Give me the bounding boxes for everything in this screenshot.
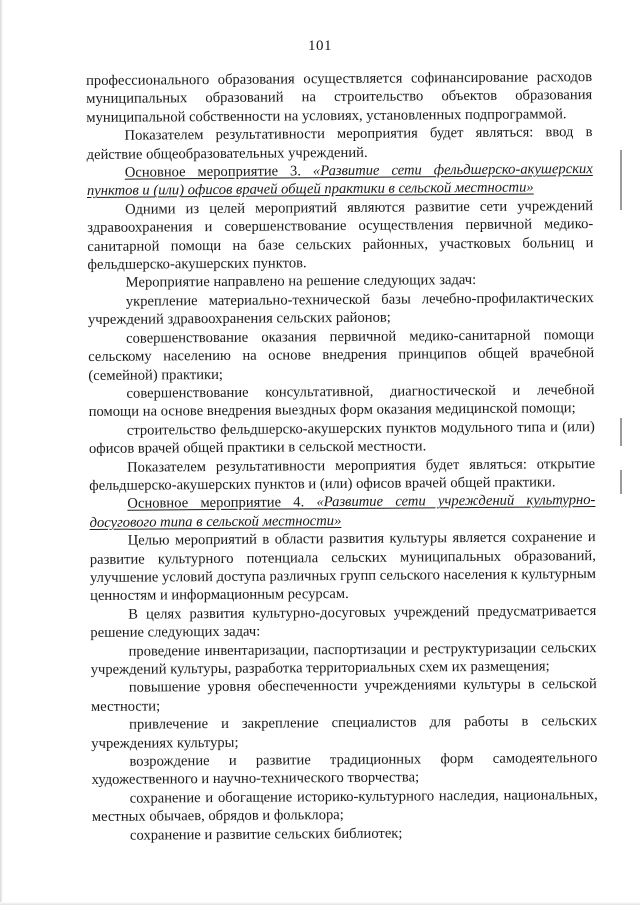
paragraph: Показателем результативности мероприятия будет являться: ввод в действие общеобразовательных учреждений.	[86, 124, 593, 163]
section-heading-title: «Развитие сети фельдшерско-акушерских пунктов и (или) офисов врачей общей практики в сельской местности»	[86, 161, 593, 200]
section-heading-prefix: Основное мероприятие 4.	[127, 494, 317, 513]
paragraph: Показателем результативности мероприятия будет являться: открытие фельдшерско-акушерских пунктов и (или) офисов врачей общей практики.	[89, 455, 596, 494]
paragraph: Целью мероприятий в области развития культуры является сохранение и развитие культурного потенциала сельских муниципальных образований, улучшение условий доступа различных групп сельского населения к культурным ценностям и информационным ресурсам.	[89, 529, 597, 605]
section-heading-3	[87, 160, 593, 201]
task-item: повышение уровня обеспеченности учреждениями культуры в сельской местности;	[90, 676, 597, 715]
paragraph: Мероприятие направлено на решение следующих задач:	[125, 272, 477, 292]
task-item: строительство фельдшерско-акушерских пунктов модульного типа и (или) офисов врачей общей практики в сельской местности.	[88, 418, 595, 458]
section-heading-4	[89, 491, 595, 532]
task-item: совершенствование консультативной, диагностической и лечебной помощи на основе внедрения выездных форм оказания медицинской помощи;	[88, 381, 595, 421]
task-item: проведение инвентаризации, паспортизации и реструктуризации сельских учреждений культуры, разработка территориальных схем их размещения;	[90, 639, 597, 678]
scan-artifact-mark	[620, 470, 622, 494]
section-heading-prefix: Основное мероприятие 3.	[124, 163, 313, 181]
task-item: возрождение и развитие традиционных форм самодеятельного художественного и научно-технического творчества;	[91, 750, 598, 789]
scan-artifact-mark	[620, 418, 622, 446]
scan-artifact-mark	[620, 150, 622, 210]
task-item: сохранение и обогащение историко-культурного наследия, национальных, местных обычаев, обрядов и фольклора;	[91, 786, 598, 826]
paragraph: профессионального образования осуществляется софинансирование расходов муниципальных образований на строительство объектов образования муниципальной собственности на условиях, установленных подпрограммой.	[86, 69, 593, 126]
task-item: совершенствование оказания первичной медико-санитарной помощи сельскому населению на основе внедрения принципов общей врачебной (семейной) практики;	[88, 326, 595, 384]
document-body	[86, 68, 598, 845]
task-item: сохранение и развитие сельских библиотек;	[129, 825, 403, 844]
page-number: 101	[308, 38, 332, 54]
paragraph: Одними из целей мероприятий являются развитие сети учреждений здравоохранения и совершенствование осуществления первичной медико-санитарной помощи на базе сельских районных, участковых больниц и фельдшерско-акушерских пунктов.	[87, 197, 594, 274]
task-item: укрепление материально-технической базы лечебно-профилактических учреждений здравоохранения сельских районов;	[87, 289, 594, 329]
task-item: привлечение и закрепление специалистов для работы в сельских учреждениях культуры;	[91, 713, 598, 752]
paragraph: В целях развития культурно-досуговых учреждений предусматривается решение следующих задач:	[90, 602, 597, 642]
scan-left-edge	[0, 0, 3, 905]
section-heading-title: «Развитие сети учреждений культурно-досугового типа в сельской местности»	[89, 492, 596, 531]
